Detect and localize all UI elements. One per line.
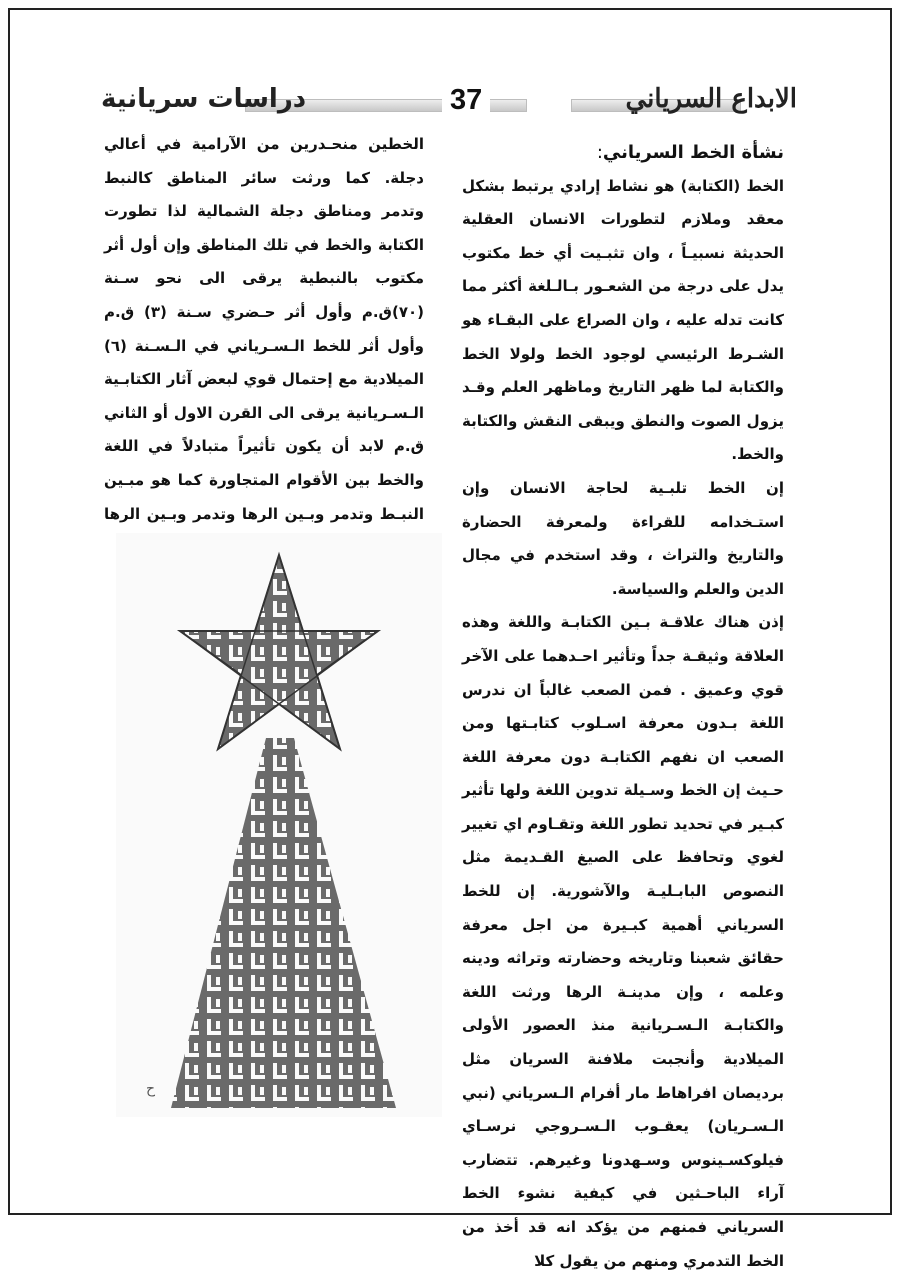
calligraphy-artwork [116,533,442,1117]
calligraphy-star-tree-image [116,533,442,1117]
page-header [95,84,801,120]
svg-text:ح: ح [146,1081,156,1097]
page-number: 37 [442,84,490,117]
paragraph: الخط (الكتابة) هو نشاط إرادي يرتبط بشكل معقد وملازم لتطورات الانسان العقلية الحديثة نسبيـاً ، وان تثبـيت أي خط مكتوب يدل على درجة من الشعـور بـالـلغة أكثر مما كانت تدله عليه ، وان الصراع على البقـاء هو الشـرط الرئيسي لوجود الخط ولولا الخط والكتابة لما ظهر التاريخ وماظهر العلم وقـد يزول الصوت والنطق ويبقى النقش والكتابة والخط. [462,176,784,464]
section-heading-colon: : [596,142,603,163]
journal-title: الابداع السرياني [625,84,797,114]
section-heading-text: نشأة الخط السرياني [602,142,784,163]
journal-section-title: دراسات سريانية [101,84,307,114]
calligraphy-cone [171,738,396,1108]
paragraph: الخطين منحـدرين من الآرامية في أعالي دجلة. كما ورثت سائر المناطق كالنبط وتدمر ومناطق دجلة الشمالية لذا تطورت الكتابة والخط في تلك المناطق وإن أول أثر مكتوب بالنبطية يرقى الى نحو سـنة (٧٠)ق.م وأول أثر حـضري سـنة (٣) ق.م وأول أثر للخط الـسـرياني في الـسـنة (٦) الميلادية مع إحتمال قوي لبعض آثار الكتابـية الـسـريانية يرقى الى القرن الاول أو الثاني ق.م لابد أن يكون تأثيراً متبادلاً في اللغة والخط بين الأقوام المتجاورة كما هو مبـين النبـط وتدمر وبـين الرها وتدمر وبـين الرها [104,135,424,523]
paragraph: إذن هناك علاقـة بـين الكتابـة واللغة وهذه العلاقة وثيقـة جداً وتأثير احـدهما على الآخر قوي وعميق . فمن الصعب غالباً ان ندرس اللغة بـدون معرفة اسـلوب كتابـتها ومن الصعب ان نفهم الكتابـة دون معرفة اللغة حـيث إن الخط وسـيلة تدوين اللغة ولها تأثير كبـير في تحديد تطور اللغة وتقـاوم اي تغيير لغوي وتحافظ على الصيغ القـديمة مثل النصوص البابـليـة والآشورية. إن للخط السرياني أهمية كبـيرة من اجل معرفة حقائق شعبنا وتاريخه وحضارته وتراثه ودينه وعلمه ، وإن مدينـة الرها ورثت اللغة والكتابـة الـسـريانية منذ العصور الأولى الميلادية وأنجبت ملافنة السريان مثل برديصان افراهاط مار أفرام الـسرياني (نبي الـسـريان) يعقـوب الـسـروجي نرسـاي فيلوكسـينوس وسـهدونا وغيرهم. تتضارب آراء الباحـثين في كيفية نشوء الخط السرياني فمنهم من يؤكد انه قد أخذ من الخط التدمري ومنهم من يقول كلا [462,613,784,1270]
right-text-column [462,136,784,1278]
left-text-column [104,128,424,565]
paragraph: إن الخط تلبـية لحاجة الانسان وإن استـخدامه للقراءة ولمعرفة الحضارة والتاريخ والتراث ، وقد استخدم في مجال الدين والعلم والسياسة. [462,478,784,598]
section-heading [462,136,784,170]
